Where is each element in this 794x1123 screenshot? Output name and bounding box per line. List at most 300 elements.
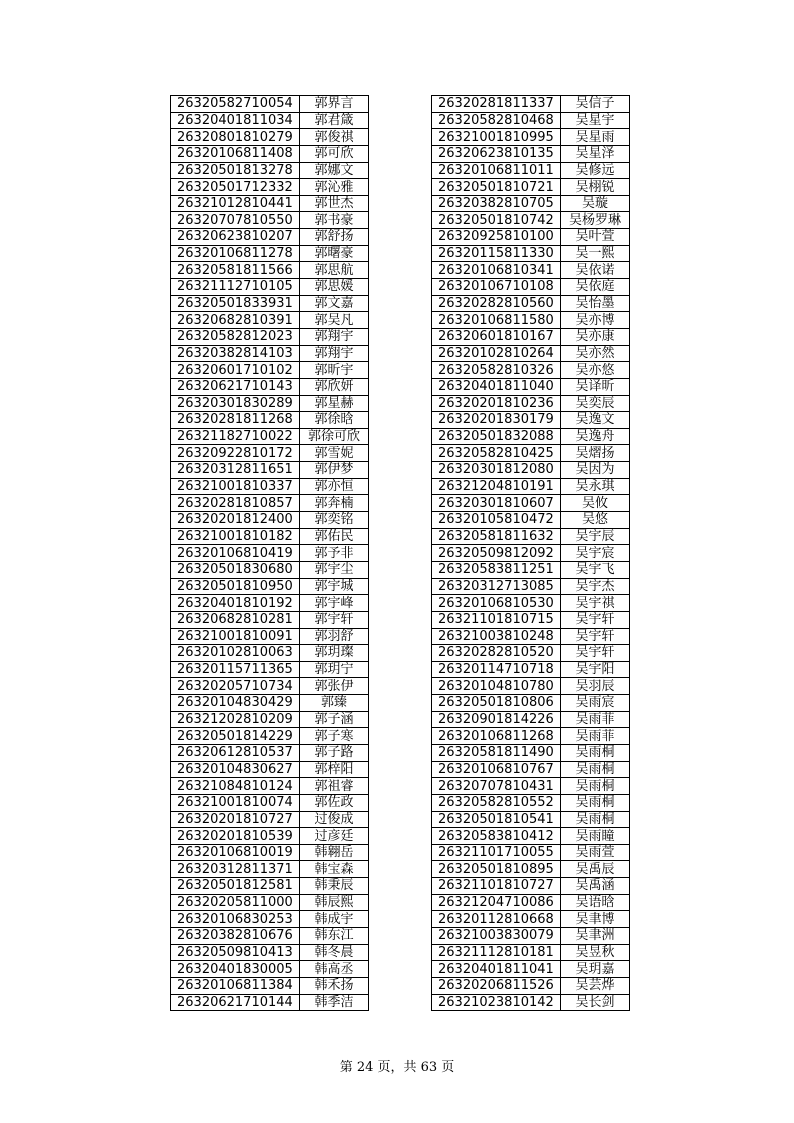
candidate-name: 吴昱秋: [561, 944, 630, 961]
candidate-name: 吴聿博: [561, 911, 630, 928]
candidate-name: 吴雨萱: [561, 844, 630, 861]
candidate-id: 26320623810207: [171, 229, 300, 246]
table-row: [432, 911, 630, 928]
candidate-id: 26321001810074: [171, 794, 300, 811]
table-row: [432, 728, 630, 745]
candidate-id: 26320382810676: [171, 928, 300, 945]
candidate-name: 郭子寒: [300, 728, 369, 745]
candidate-id: 26320583810412: [432, 828, 561, 845]
table-row: [432, 811, 630, 828]
table-row: [432, 478, 630, 495]
table-row: [432, 345, 630, 362]
candidate-name: 吴羽辰: [561, 678, 630, 695]
candidate-name: 吴宇祺: [561, 595, 630, 612]
table-row: [432, 428, 630, 445]
candidate-name: 吴宇轩: [561, 645, 630, 662]
candidate-name: 郭羽舒: [300, 628, 369, 645]
table-row: [432, 711, 630, 728]
candidate-id: 26320281810857: [171, 495, 300, 512]
candidate-name: 郭子涵: [300, 711, 369, 728]
candidate-name: 郭佐政: [300, 794, 369, 811]
candidate-name: 韩成宇: [300, 911, 369, 928]
table-row: [171, 195, 369, 212]
table-row: [171, 528, 369, 545]
candidate-id: 26320102810264: [432, 345, 561, 362]
table-row: [171, 628, 369, 645]
candidate-name: 吴芸烨: [561, 977, 630, 994]
table-row: [171, 811, 369, 828]
candidate-name: 吴逸舟: [561, 428, 630, 445]
candidate-id: 26320104830429: [171, 695, 300, 712]
candidate-name: 郭佑民: [300, 528, 369, 545]
candidate-name: 过俊成: [300, 811, 369, 828]
candidate-name: 吴聿洲: [561, 928, 630, 945]
candidate-id: 26320682810281: [171, 611, 300, 628]
candidate-id: 26320501712332: [171, 179, 300, 196]
candidate-id: 26320621710144: [171, 994, 300, 1011]
candidate-name: 吴宇杰: [561, 578, 630, 595]
candidate-id: 26320501810895: [432, 861, 561, 878]
table-row: [171, 279, 369, 296]
table-row: [432, 112, 630, 129]
table-row: [432, 678, 630, 695]
candidate-name: 郭昕宇: [300, 362, 369, 379]
candidate-name: 郭俊祺: [300, 129, 369, 146]
candidate-name: 吴雨桐: [561, 811, 630, 828]
table-row: [432, 977, 630, 994]
table-row: [432, 145, 630, 162]
table-row: [171, 645, 369, 662]
candidate-id: 26320106811268: [432, 728, 561, 745]
candidate-name: 郭宇轩: [300, 611, 369, 628]
candidate-name: 郭吴凡: [300, 312, 369, 329]
candidate-name: 韩东江: [300, 928, 369, 945]
table-row: [171, 595, 369, 612]
candidate-id: 26320612810537: [171, 744, 300, 761]
candidate-id: 26321101810715: [432, 611, 561, 628]
candidate-name: 吴禹辰: [561, 861, 630, 878]
candidate-name: 郭梓阳: [300, 761, 369, 778]
candidate-id: 26321003830079: [432, 928, 561, 945]
candidate-id: 26320282810560: [432, 295, 561, 312]
candidate-id: 26321182710022: [171, 428, 300, 445]
candidate-id: 26320104810780: [432, 678, 561, 695]
table-row: [171, 412, 369, 429]
candidate-id: 26320501830680: [171, 561, 300, 578]
table-row: [171, 295, 369, 312]
candidate-id: 26321204710086: [432, 894, 561, 911]
candidate-id: 26320581811632: [432, 528, 561, 545]
candidate-id: 26320106810019: [171, 844, 300, 861]
table-row: [171, 495, 369, 512]
candidate-name: 郭曙豪: [300, 245, 369, 262]
table-row: [432, 744, 630, 761]
table-row: [432, 661, 630, 678]
candidate-name: 吴宇轩: [561, 628, 630, 645]
candidate-name: 韩禾扬: [300, 977, 369, 994]
candidate-name: 吴宇辰: [561, 528, 630, 545]
table-row: [171, 478, 369, 495]
candidate-name: 吴语晗: [561, 894, 630, 911]
candidate-id: 26320106811278: [171, 245, 300, 262]
candidate-id: 26320801810279: [171, 129, 300, 146]
candidate-id: 26320501810541: [432, 811, 561, 828]
candidate-name: 吴雨菲: [561, 711, 630, 728]
candidate-name: 吴玥嘉: [561, 961, 630, 978]
candidate-name: 郭伊梦: [300, 462, 369, 479]
candidate-name: 吴璇: [561, 195, 630, 212]
candidate-name: 吴信子: [561, 96, 630, 113]
candidate-name: 郭界言: [300, 96, 369, 113]
candidate-name: 郭玥璨: [300, 645, 369, 662]
candidate-id: 26320106811408: [171, 145, 300, 162]
candidate-id: 26320509810413: [171, 944, 300, 961]
candidate-id: 26320501810721: [432, 179, 561, 196]
candidate-id: 26320501833931: [171, 295, 300, 312]
candidate-id: 26321112710105: [171, 279, 300, 296]
candidate-id: 26320106830253: [171, 911, 300, 928]
candidate-id: 26320201810727: [171, 811, 300, 828]
left-roster-body: [171, 96, 369, 1011]
candidate-id: 26320583811251: [432, 561, 561, 578]
candidate-name: 吴栩锐: [561, 179, 630, 196]
candidate-name: 吴熠扬: [561, 445, 630, 462]
candidate-name: 吴逸文: [561, 412, 630, 429]
candidate-name: 吴因为: [561, 462, 630, 479]
table-row: [432, 512, 630, 529]
table-row: [432, 162, 630, 179]
candidate-id: 26320114710718: [432, 661, 561, 678]
candidate-id: 26320281811268: [171, 412, 300, 429]
candidate-name: 郭君箴: [300, 112, 369, 129]
candidate-id: 26320312713085: [432, 578, 561, 595]
candidate-id: 26321204810191: [432, 478, 561, 495]
candidate-id: 26321001810091: [171, 628, 300, 645]
candidate-id: 26320922810172: [171, 445, 300, 462]
candidate-id: 26320201830179: [432, 412, 561, 429]
table-row: [171, 861, 369, 878]
candidate-id: 26320901814226: [432, 711, 561, 728]
table-row: [432, 844, 630, 861]
candidate-id: 26320501812581: [171, 878, 300, 895]
candidate-name: 吴杨罗琳: [561, 212, 630, 229]
candidate-id: 26320301830289: [171, 395, 300, 412]
candidate-name: 吴依庭: [561, 279, 630, 296]
candidate-id: 26320582810552: [432, 794, 561, 811]
candidate-name: 郭宇峰: [300, 595, 369, 612]
table-row: [171, 844, 369, 861]
candidate-name: 郭子路: [300, 744, 369, 761]
candidate-name: 郭沁雅: [300, 179, 369, 196]
candidate-name: 吴修远: [561, 162, 630, 179]
candidate-name: 郭思媛: [300, 279, 369, 296]
table-row: [171, 778, 369, 795]
candidate-name: 郭宇尘: [300, 561, 369, 578]
candidate-id: 26320501813278: [171, 162, 300, 179]
candidate-id: 26320582810425: [432, 445, 561, 462]
candidate-id: 26320401830005: [171, 961, 300, 978]
candidate-name: 郭宇城: [300, 578, 369, 595]
candidate-id: 26320106810341: [432, 262, 561, 279]
candidate-id: 26320206811526: [432, 977, 561, 994]
table-row: [171, 112, 369, 129]
candidate-id: 26320205710734: [171, 678, 300, 695]
table-row: [432, 528, 630, 545]
candidate-name: 吴雨桐: [561, 778, 630, 795]
candidate-name: 郭雪妮: [300, 445, 369, 462]
candidate-name: 吴星泽: [561, 145, 630, 162]
candidate-id: 26321202810209: [171, 711, 300, 728]
table-row: [432, 861, 630, 878]
candidate-id: 26320106810419: [171, 545, 300, 562]
table-row: [171, 512, 369, 529]
table-row: [171, 961, 369, 978]
table-row: [171, 262, 369, 279]
candidate-id: 26320301812080: [432, 462, 561, 479]
table-row: [432, 362, 630, 379]
table-row: [432, 695, 630, 712]
candidate-id: 26320501810950: [171, 578, 300, 595]
table-row: [432, 578, 630, 595]
candidate-id: 26320382814103: [171, 345, 300, 362]
left-roster-table: [170, 95, 369, 1011]
table-row: [171, 828, 369, 845]
candidate-id: 26320501810742: [432, 212, 561, 229]
table-row: [432, 245, 630, 262]
candidate-id: 26320105810472: [432, 512, 561, 529]
table-row: [171, 328, 369, 345]
candidate-name: 吴雨桐: [561, 761, 630, 778]
table-row: [171, 378, 369, 395]
candidate-id: 26320401810192: [171, 595, 300, 612]
table-row: [171, 345, 369, 362]
candidate-name: 吴星雨: [561, 129, 630, 146]
table-row: [432, 96, 630, 113]
candidate-name: 郭祖睿: [300, 778, 369, 795]
candidate-id: 26320582810326: [432, 362, 561, 379]
table-row: [171, 794, 369, 811]
table-row: [432, 229, 630, 246]
table-row: [432, 645, 630, 662]
table-row: [432, 328, 630, 345]
table-row: [171, 994, 369, 1011]
candidate-name: 吴悠: [561, 512, 630, 529]
candidate-name: 韩高丞: [300, 961, 369, 978]
candidate-id: 26320925810100: [432, 229, 561, 246]
table-row: [171, 312, 369, 329]
candidate-id: 26320106811011: [432, 162, 561, 179]
table-row: [432, 894, 630, 911]
candidate-name: 吴雨宸: [561, 695, 630, 712]
candidate-name: 韩宝森: [300, 861, 369, 878]
candidate-id: 26320582710054: [171, 96, 300, 113]
candidate-id: 26321001810182: [171, 528, 300, 545]
table-row: [432, 944, 630, 961]
table-row: [171, 761, 369, 778]
candidate-id: 26320106811384: [171, 977, 300, 994]
candidate-name: 吴宇阳: [561, 661, 630, 678]
candidate-name: 郭奔楠: [300, 495, 369, 512]
table-row: [432, 179, 630, 196]
candidate-id: 26320104830627: [171, 761, 300, 778]
candidate-id: 26320301810607: [432, 495, 561, 512]
candidate-name: 吴怡墨: [561, 295, 630, 312]
candidate-name: 郭徐可欣: [300, 428, 369, 445]
table-row: [432, 212, 630, 229]
table-row: [171, 578, 369, 595]
candidate-id: 26320201810539: [171, 828, 300, 845]
candidate-id: 26320509812092: [432, 545, 561, 562]
table-row: [171, 362, 369, 379]
table-row: [432, 312, 630, 329]
candidate-name: 郭玥宁: [300, 661, 369, 678]
table-row: [432, 611, 630, 628]
table-row: [171, 928, 369, 945]
candidate-id: 26320106810530: [432, 595, 561, 612]
table-row: [171, 561, 369, 578]
candidate-name: 韩冬晨: [300, 944, 369, 961]
candidate-name: 吴禹涵: [561, 878, 630, 895]
page-footer: 第 24 页，共 63 页: [339, 1060, 455, 1075]
candidate-id: 26320115811330: [432, 245, 561, 262]
table-row: [171, 944, 369, 961]
candidate-id: 26320401811041: [432, 961, 561, 978]
table-row: [432, 878, 630, 895]
table-row: [171, 395, 369, 412]
candidate-name: 吴星宇: [561, 112, 630, 129]
candidate-name: 郭徐晗: [300, 412, 369, 429]
candidate-name: 郭舒扬: [300, 229, 369, 246]
candidate-name: 吴亦然: [561, 345, 630, 362]
table-row: [432, 561, 630, 578]
candidate-id: 26320281811337: [432, 96, 561, 113]
candidate-id: 26320312811371: [171, 861, 300, 878]
table-row: [432, 595, 630, 612]
candidate-id: 26320601710102: [171, 362, 300, 379]
candidate-id: 26320282810520: [432, 645, 561, 662]
table-row: [171, 445, 369, 462]
candidate-id: 26320102810063: [171, 645, 300, 662]
candidate-name: 郭亦恒: [300, 478, 369, 495]
candidate-id: 26320501832088: [432, 428, 561, 445]
candidate-id: 26320601810167: [432, 328, 561, 345]
candidate-id: 26320582810468: [432, 112, 561, 129]
table-row: [171, 245, 369, 262]
candidate-name: 韩秉辰: [300, 878, 369, 895]
candidate-id: 26321001810337: [171, 478, 300, 495]
candidate-name: 郭世杰: [300, 195, 369, 212]
candidate-id: 26320382810705: [432, 195, 561, 212]
table-row: [171, 711, 369, 728]
table-row: [171, 695, 369, 712]
table-row: [432, 794, 630, 811]
table-row: [432, 295, 630, 312]
candidate-name: 郭可欣: [300, 145, 369, 162]
candidate-name: 吴亦博: [561, 312, 630, 329]
candidate-id: 26320581811490: [432, 744, 561, 761]
table-row: [171, 678, 369, 695]
table-row: [432, 395, 630, 412]
candidate-name: 吴雨桐: [561, 744, 630, 761]
candidate-name: 郭奕铭: [300, 512, 369, 529]
candidate-name: 郭娜文: [300, 162, 369, 179]
candidate-id: 26321112810181: [432, 944, 561, 961]
candidate-id: 26321003810248: [432, 628, 561, 645]
table-row: [171, 462, 369, 479]
table-row: [171, 162, 369, 179]
candidate-name: 吴叶萱: [561, 229, 630, 246]
candidate-name: 郭星赫: [300, 395, 369, 412]
candidate-name: 吴雨菲: [561, 728, 630, 745]
candidate-id: 26320201810236: [432, 395, 561, 412]
candidate-name: 韩季洁: [300, 994, 369, 1011]
candidate-id: 26320106811580: [432, 312, 561, 329]
table-row: [432, 412, 630, 429]
candidate-id: 26320707810550: [171, 212, 300, 229]
table-row: [171, 661, 369, 678]
table-row: [171, 179, 369, 196]
table-row: [432, 129, 630, 146]
candidate-id: 26321101810727: [432, 878, 561, 895]
candidate-id: 26320312811651: [171, 462, 300, 479]
table-row: [171, 744, 369, 761]
candidate-id: 26320401811040: [432, 378, 561, 395]
table-row: [432, 761, 630, 778]
table-row: [432, 928, 630, 945]
candidate-name: 吴一熙: [561, 245, 630, 262]
candidate-id: 26320115711365: [171, 661, 300, 678]
table-row: [171, 611, 369, 628]
candidate-name: 吴宇飞: [561, 561, 630, 578]
candidate-name: 吴攸: [561, 495, 630, 512]
table-row: [171, 545, 369, 562]
candidate-name: 吴亦康: [561, 328, 630, 345]
candidate-id: 26320581811566: [171, 262, 300, 279]
candidate-id: 26320112810668: [432, 911, 561, 928]
candidate-name: 郭予非: [300, 545, 369, 562]
candidate-name: 吴宇轩: [561, 611, 630, 628]
table-row: [432, 961, 630, 978]
table-row: [171, 96, 369, 113]
candidate-name: 过彦廷: [300, 828, 369, 845]
table-row: [171, 911, 369, 928]
table-row: [171, 894, 369, 911]
candidate-id: 26321084810124: [171, 778, 300, 795]
table-row: [432, 994, 630, 1011]
candidate-id: 26320621710143: [171, 378, 300, 395]
candidate-id: 26320501810806: [432, 695, 561, 712]
candidate-id: 26321012810441: [171, 195, 300, 212]
candidate-id: 26320623810135: [432, 145, 561, 162]
candidate-name: 郭张伊: [300, 678, 369, 695]
table-row: [432, 462, 630, 479]
candidate-name: 吴亦悠: [561, 362, 630, 379]
right-roster-table: [431, 95, 630, 1011]
table-row: [432, 445, 630, 462]
candidate-name: 郭书豪: [300, 212, 369, 229]
table-row: [432, 378, 630, 395]
candidate-id: 26321023810142: [432, 994, 561, 1011]
candidate-id: 26320401811034: [171, 112, 300, 129]
table-row: [432, 195, 630, 212]
table-row: [432, 828, 630, 845]
candidate-name: 郭欣妍: [300, 378, 369, 395]
candidate-id: 26320501814229: [171, 728, 300, 745]
table-row: [171, 878, 369, 895]
candidate-name: 吴雨桐: [561, 794, 630, 811]
candidate-id: 26320201812400: [171, 512, 300, 529]
candidate-name: 吴永琪: [561, 478, 630, 495]
